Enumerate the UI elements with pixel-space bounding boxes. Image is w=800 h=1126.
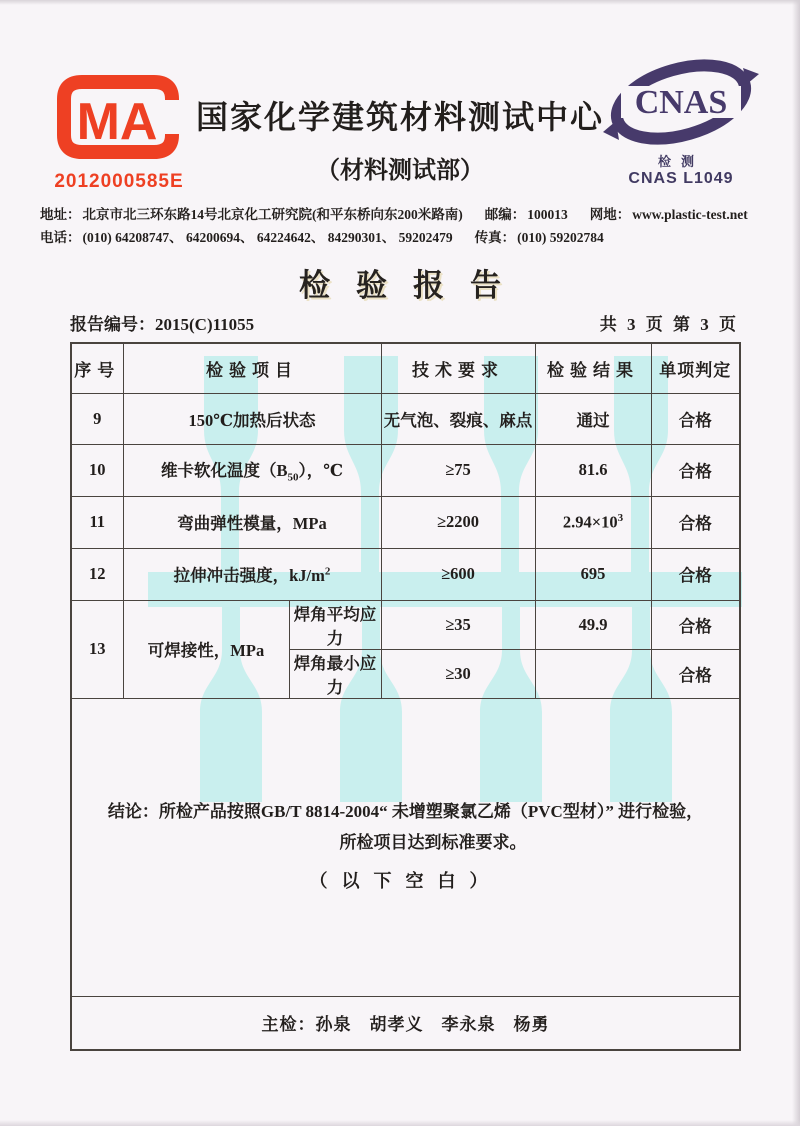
report-number-label: 报告编号： bbox=[70, 315, 155, 334]
cnas-cert-number: CNAS L1049 bbox=[628, 170, 734, 187]
row9-judgement: 合格 bbox=[651, 393, 740, 444]
conclusion-row bbox=[71, 698, 740, 996]
contact-line-1 bbox=[40, 203, 770, 226]
row13-item: 可焊接性，MPa bbox=[123, 600, 289, 698]
address-label: 地址： bbox=[40, 207, 81, 222]
cma-mark-text: MA bbox=[76, 93, 158, 151]
report-number bbox=[70, 310, 254, 335]
contact-block bbox=[40, 203, 770, 249]
conclusion-label: 结论： bbox=[107, 801, 159, 821]
row11-requirement: ≥2200 bbox=[381, 496, 535, 548]
cnas-type-text: 检测 bbox=[657, 154, 704, 169]
col-header-result: 检验结果 bbox=[535, 343, 651, 393]
row9-no: 9 bbox=[71, 393, 123, 444]
row9-result: 通过 bbox=[535, 393, 651, 444]
zip-value: 100013 bbox=[527, 207, 568, 222]
table-header-row bbox=[71, 343, 740, 393]
web-value: www.plastic-test.net bbox=[632, 207, 748, 222]
report-meta-line bbox=[70, 310, 739, 335]
col-header-requirement: 技术要求 bbox=[381, 343, 535, 393]
row13b-result bbox=[535, 649, 651, 698]
row10-requirement: ≥75 bbox=[381, 444, 535, 496]
conclusion-line-1 bbox=[72, 796, 739, 827]
row13a-judgement: 合格 bbox=[651, 600, 740, 649]
cma-cert-number: 2012000585E bbox=[54, 171, 184, 192]
signoff-label: 主检： bbox=[261, 1015, 316, 1035]
row12-judgement: 合格 bbox=[651, 548, 740, 600]
row13b-judgement: 合格 bbox=[651, 649, 740, 698]
row10-result: 81.6 bbox=[535, 444, 651, 496]
fax-value: (010) 59202784 bbox=[517, 230, 604, 245]
row12-item-superscript: 2 bbox=[324, 565, 331, 578]
row10-item-subscript: 50 bbox=[287, 471, 299, 484]
row13a-requirement: ≥35 bbox=[381, 600, 535, 649]
row11-judgement: 合格 bbox=[651, 496, 740, 548]
fax-label: 传真： bbox=[474, 230, 516, 245]
row11-result-superscript: 3 bbox=[617, 511, 624, 524]
table-row-12 bbox=[71, 548, 740, 600]
row9-requirement: 无气泡、裂痕、麻点 bbox=[381, 393, 535, 444]
row13-no: 13 bbox=[71, 600, 123, 698]
org-title: 国家化学建筑材料测试中心 bbox=[195, 99, 604, 135]
table-row-10 bbox=[71, 444, 740, 496]
row13b-requirement: ≥30 bbox=[381, 649, 535, 698]
conclusion-text-1: 所检产品按照GB/T 8814-2004“ 未增塑聚氯乙烯（PVC型材）” 进行检验， bbox=[158, 801, 704, 821]
address-value: 北京市北三环东路14号北京化工研究院(和平东桥向东200米路南) bbox=[82, 207, 463, 222]
col-header-item: 检验项目 bbox=[123, 343, 381, 393]
row10-no: 10 bbox=[71, 444, 123, 496]
row12-no: 12 bbox=[71, 548, 123, 600]
contact-line-2 bbox=[40, 226, 770, 249]
conclusion-text-2: 所检项目达到标准要求。 bbox=[339, 833, 527, 853]
inspector-names: 孙泉 胡孝义 李永泉 杨勇 bbox=[315, 1015, 550, 1035]
row12-result: 695 bbox=[535, 548, 651, 600]
cnas-ellipse-icon bbox=[597, 58, 765, 150]
signoff-cell bbox=[71, 996, 740, 1050]
row10-item: 维卡软化温度$(B_{50})$，℃ bbox=[123, 444, 381, 496]
row9-item: 150℃加热后状态 bbox=[123, 393, 381, 444]
phone-label: 电话： bbox=[40, 230, 81, 245]
col-header-no: 序号 bbox=[71, 343, 123, 393]
pagination: 共 3 页 第 3 页 bbox=[599, 315, 739, 334]
table-row-13a bbox=[71, 600, 740, 649]
row13a-subitem: 焊角平均应力 bbox=[289, 600, 381, 649]
row10-judgement: 合格 bbox=[651, 444, 740, 496]
row13a-result: 49.9 bbox=[535, 600, 651, 649]
zip-label: 邮编： bbox=[484, 207, 526, 222]
dept-subtitle: （材料测试部） bbox=[316, 158, 484, 184]
conclusion-cell bbox=[71, 698, 740, 996]
table-row-9 bbox=[71, 393, 740, 444]
row11-no: 11 bbox=[71, 496, 123, 548]
col-header-judgement: 单项判定 bbox=[651, 343, 740, 393]
row11-item: 弯曲弹性模量，MPa bbox=[123, 496, 381, 548]
cnas-label: CNAS bbox=[634, 84, 728, 121]
row11-result: $2.94\times 10^3$ bbox=[535, 496, 651, 548]
row12-requirement: ≥600 bbox=[381, 548, 535, 600]
row13b-subitem: 焊角最小应力 bbox=[289, 649, 381, 698]
phone-values: (010) 64208747、 64200694、 64224642、 84290301、 59202479 bbox=[82, 230, 453, 245]
results-table bbox=[70, 342, 741, 1051]
row12-item: 拉伸冲击强度，$kJ/m^2$ bbox=[123, 548, 381, 600]
web-label: 网地： bbox=[589, 207, 631, 222]
report-number-value: 2015(C)11055 bbox=[155, 315, 255, 334]
signoff-row bbox=[71, 996, 740, 1050]
table-row-11 bbox=[71, 496, 740, 548]
report-title: 检验报告 bbox=[299, 268, 527, 303]
cnas-logo bbox=[596, 58, 766, 188]
blank-below-note: （以下空白） bbox=[309, 870, 502, 891]
